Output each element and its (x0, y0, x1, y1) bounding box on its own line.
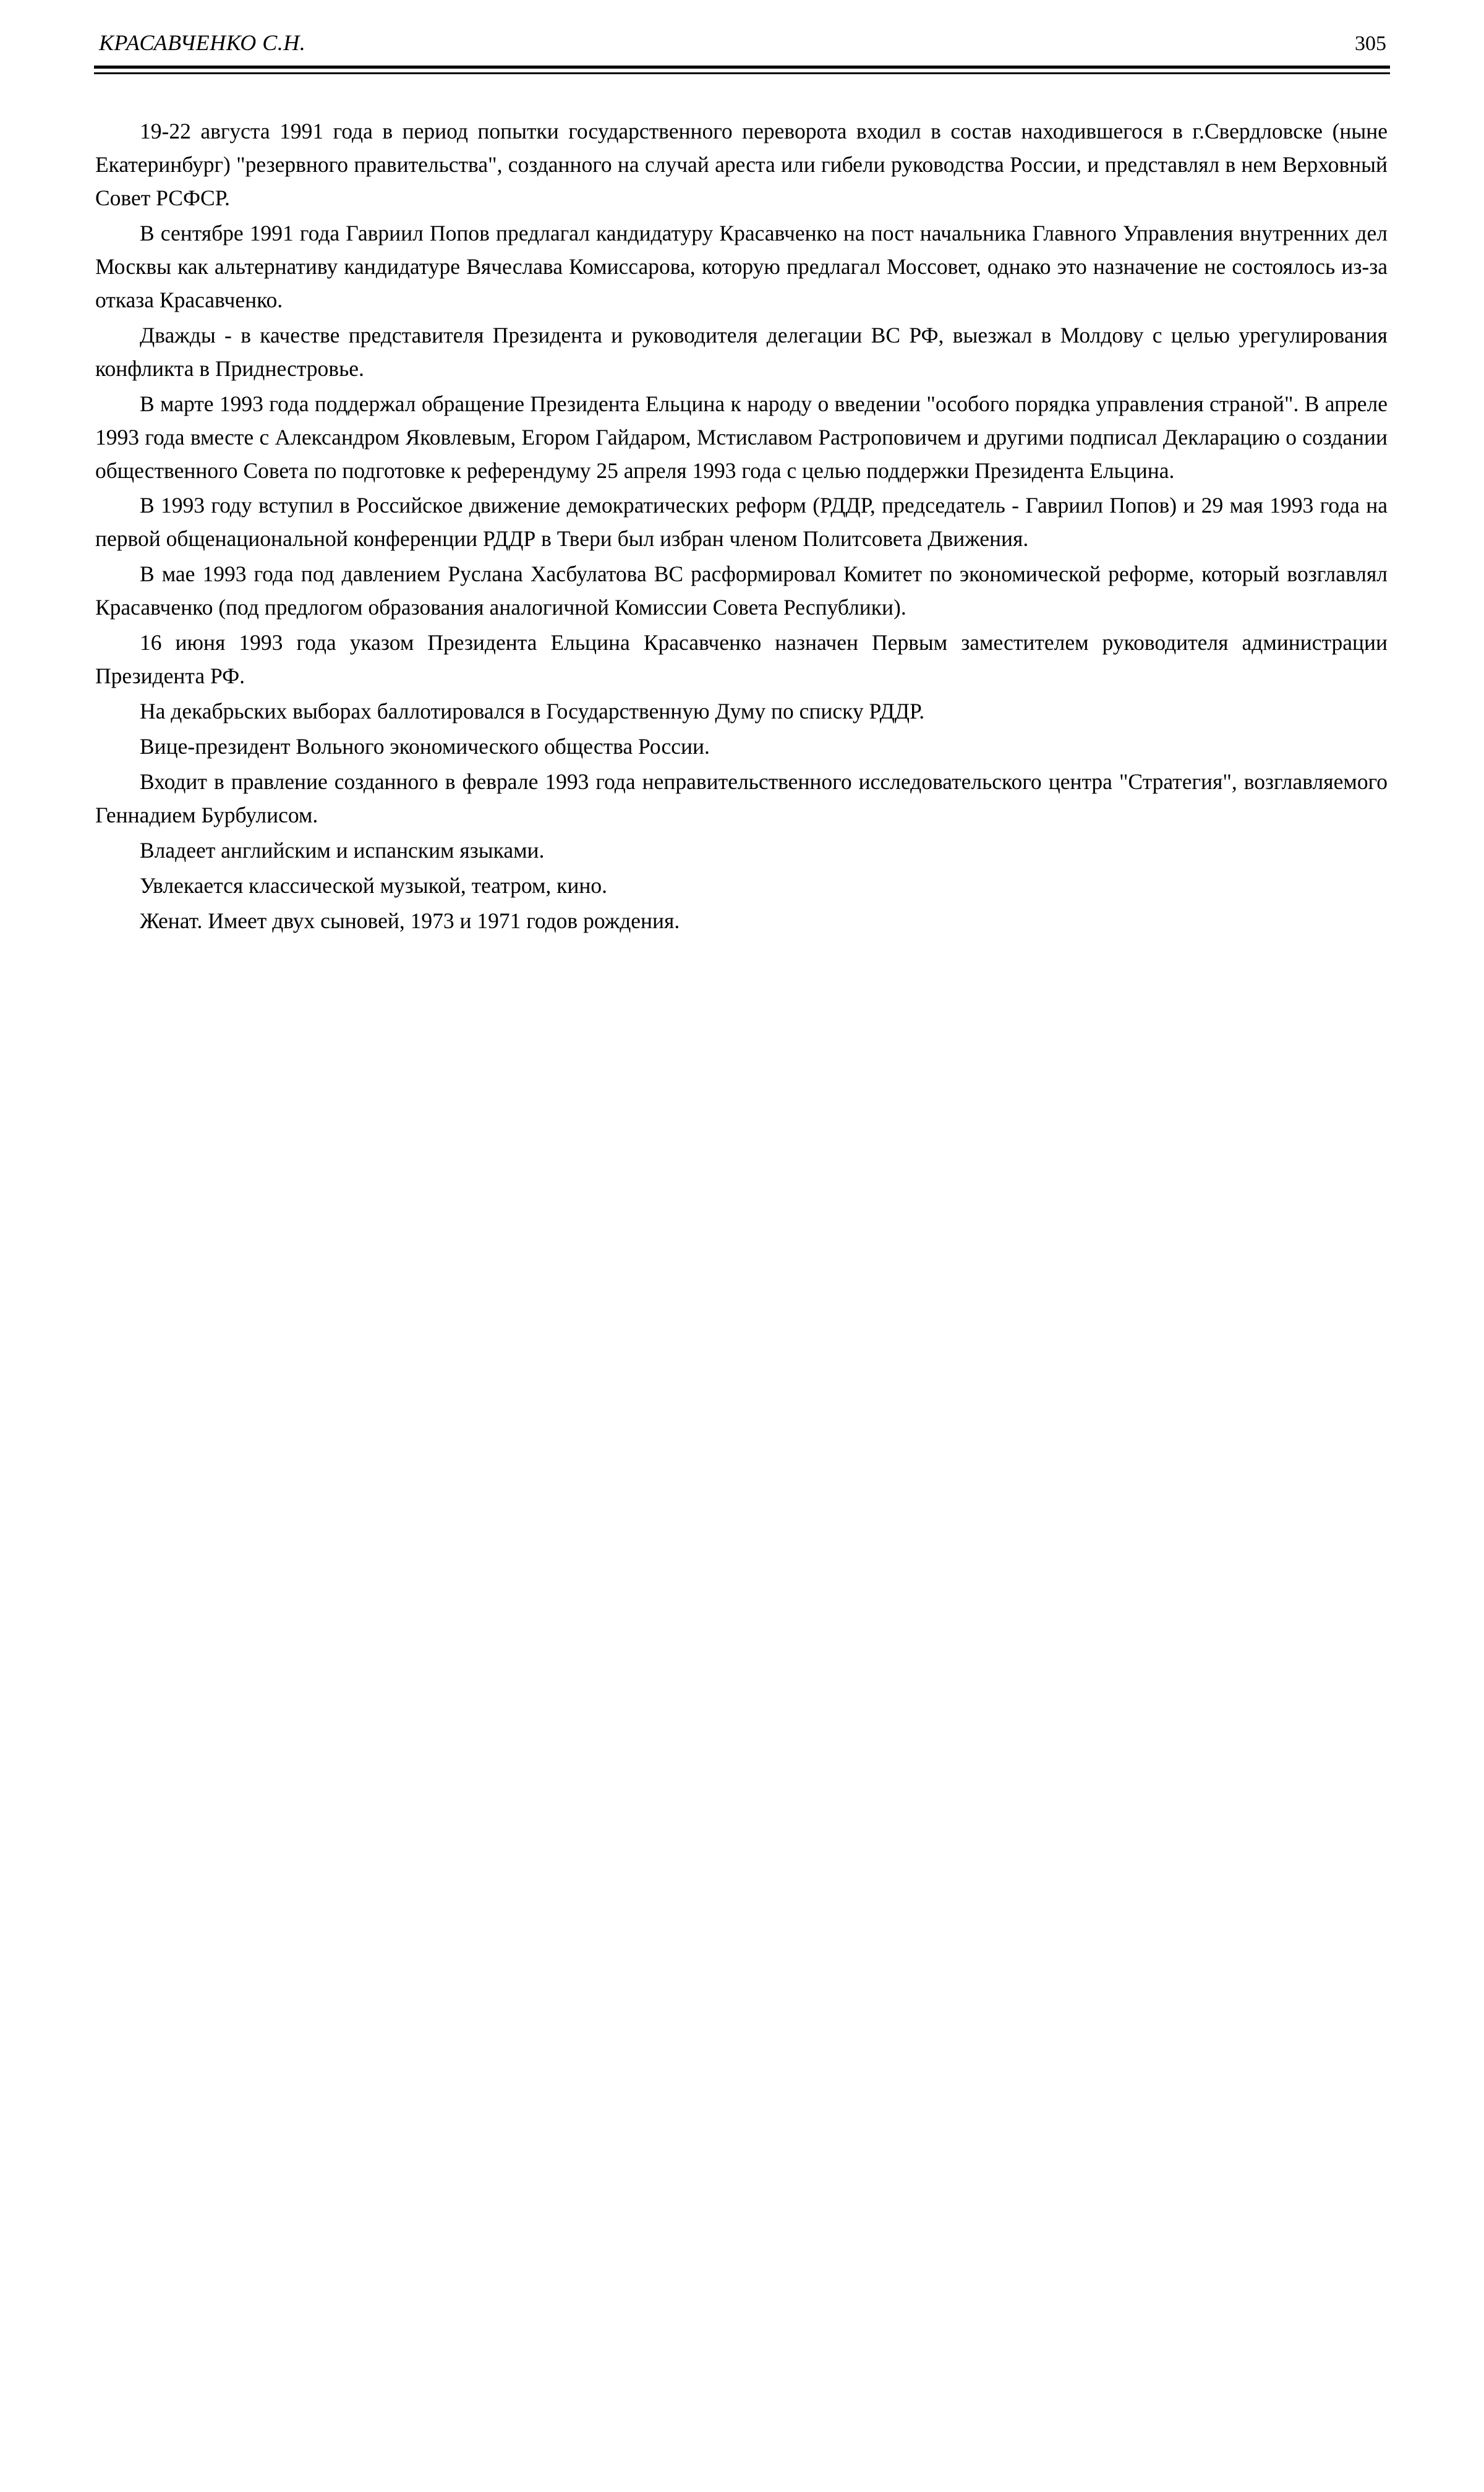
body-text (93, 115, 1391, 938)
paragraph: В 1993 году вступил в Российское движение демократических реформ (РДДР, председатель - Гавриил Попов) и 29 мая 1993 года на первой общенациональной конференции РДДР в Твери был избран членом Политсовета Движения. (95, 493, 1388, 552)
paragraph: На декабрьских выборах баллотировался в Государственную Думу по списку РДДР. (140, 699, 925, 724)
running-title: КРАСАВЧЕНКО С.Н. (99, 30, 306, 55)
page-header (93, 30, 1391, 56)
paragraph: В мае 1993 года под давлением Руслана Хасбулатова ВС расформировал Комитет по экономической реформе, который возглавлял Красавченко (под предлогом образования аналогичной Комиссии Совета Республики). (95, 561, 1388, 620)
header-divider (93, 66, 1391, 74)
paragraph: 16 июня 1993 года указом Президента Ельцина Красавченко назначен Первым заместителем руководителя администрации Президента РФ. (95, 630, 1388, 689)
page-number: 305 (1355, 32, 1386, 55)
paragraph: Входит в правление созданного в феврале 1993 года неправительственного исследовательского центра "Стратегия", возглавляемого Геннадием Бурбулисом. (95, 769, 1388, 828)
paragraph: Владеет английским и испанским языками. (140, 838, 545, 863)
paragraph: В сентябре 1991 года Гавриил Попов предлагал кандидатуру Красавченко на пост начальника Главного Управления внутренних дел Москвы как альтернативу кандидатуре Вячеслава Комиссарова, которую предлагал Моссовет, однако это назначение не состоялось из-за отказа Красавченко. (95, 220, 1388, 312)
paragraph: 19-22 августа 1991 года в период попытки государственного переворота входил в состав находившегося в г.Свердловске (ныне Екатеринбург) "резервного правительства", созданного на случай ареста или гибели руководства России, и представлял в нем Верховный Совет РСФСР. (95, 119, 1388, 210)
paragraph: В марте 1993 года поддержал обращение Президента Ельцина к народу о введении "особого порядка управления страной". В апреле 1993 года вместе с Александром Яковлевым, Егором Гайдаром, Мстиславом Растроповичем и другими подписал Декларацию о создании общественного Совета по подготовке к референдуму 25 апреля 1993 года с целью поддержки Президента Ельцина. (95, 391, 1388, 483)
paragraph: Вице-президент Вольного экономического общества России. (140, 734, 710, 759)
paragraph: Увлекается классической музыкой, театром, кино. (140, 873, 608, 898)
paragraph: Женат. Имеет двух сыновей, 1973 и 1971 годов рождения. (140, 908, 680, 933)
divider-thin-line (94, 72, 1390, 74)
paragraph: Дважды - в качестве представителя Президента и руководителя делегации ВС РФ, выезжал в Молдову с целью урегулирования конфликта в Приднестровье. (95, 322, 1388, 381)
